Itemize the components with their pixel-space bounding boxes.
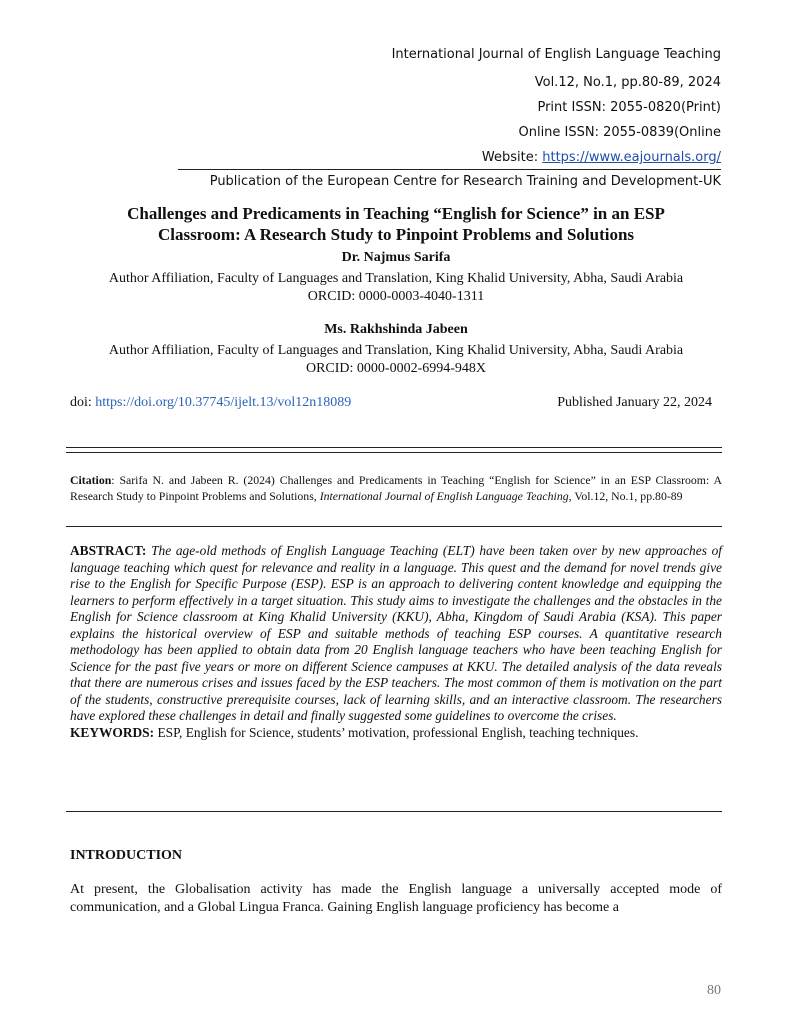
author-name: Dr. Najmus Sarifa [341,250,451,265]
print-issn: Print ISSN: 2055-0820(Print) [537,100,721,115]
published-date: Published January 22, 2024 [557,395,712,410]
author-block [60,250,732,305]
doi-label: doi: [70,395,96,410]
page-number: 80 [707,983,721,998]
doi-link[interactable]: https://doi.org/10.37745/ijelt.13/vol12n18089 [95,395,352,410]
citation-volume: , Vol.12, No.1, pp.80-89 [568,489,683,503]
author-orcid: ORCID: 0000-0003-4040-1311 [307,289,485,304]
journal-website [482,150,721,165]
citation-journal: International Journal of English Language Teaching [319,489,569,503]
separator-rule [66,447,722,448]
separator-rule [66,526,722,527]
header-rule [178,169,721,170]
abstract-body [70,543,722,725]
website-link[interactable]: https://www.eajournals.org/ [542,150,721,165]
citation-text: : Sarifa N. and Jabeen R. (2024) Challenges and Predicaments in Teaching “English for Science” in an ESP Classroom: A Research Study to Pinpoint Problems and Solutions, [70,473,722,503]
keywords-label: KEYWORDS: [70,724,155,740]
keywords [70,725,722,742]
author-block [60,322,732,377]
keywords-text: ESP, English for Science, students’ motivation, professional English, teaching techniques. [157,724,639,740]
journal-volume: Vol.12, No.1, pp.80-89, 2024 [534,75,721,90]
abstract [70,543,722,741]
author-name: Ms. Rakhshinda Jabeen [324,322,468,337]
doi-row [70,395,712,411]
separator-rule [66,811,722,812]
introduction-heading: INTRODUCTION [70,848,183,863]
citation-label: Citation [70,473,112,487]
author-orcid: ORCID: 0000-0002-6994-948X [305,361,487,376]
paper-title-line-1: Challenges and Predicaments in Teaching “English for Science” in an ESP [127,204,665,223]
author-affiliation: Author Affiliation, Faculty of Languages and Translation, King Khalid University, Abha, Saudi Arabia [108,271,684,286]
separator-rule [66,452,722,453]
website-label: Website: [481,150,543,165]
journal-name: International Journal of English Language Teaching [391,47,721,62]
citation [70,472,722,504]
introduction-text: At present, the Globalisation activity has made the English language a universally accepted mode of communication, and a Global Lingua Franca. Gaining English language proficiency has become a [70,882,722,915]
paper-title [60,203,732,245]
abstract-label: ABSTRACT: [70,543,147,558]
publisher-line: Publication of the European Centre for Research Training and Development-UK [209,174,721,189]
paper-title-line-2: Classroom: A Research Study to Pinpoint Problems and Solutions [157,225,635,244]
online-issn: Online ISSN: 2055-0839(Online [518,125,721,140]
abstract-text: The age-old methods of English Language Teaching (ELT) have been taken over by new approaches of language teaching which quest for relevance and reality in a language. This quest and the demand for novel trends give rise to the English for Specific Purpose (ESP). ESP is an approach to delivering content knowledge and equipping the learners to perform effectively in a target situation. This study aims to investigate the challenges and the obstacles in the English for Science classroom at King Khalid University (KKU), Abha, Kingdom of Saudi Arabia (KSA). This paper explains the historical overview of ESP and suitable methods of teaching ESP courses. A quantitative research methodology has been applied to obtain data from 20 English language teachers who have been teaching English for Science for the past five years or more on different Science campuses at KKU. The detailed analysis of the data reveals that there are numerous crises and issues faced by the ESP teachers. The most common of them is motivation on the part of the students, constructive prerequisite courses, lack of learning skills, and an interactive classroom. The researchers have explored these challenges in detail and finally suggested some guidelines to overcome the crises. [70,543,723,723]
author-affiliation: Author Affiliation, Faculty of Languages and Translation, King Khalid University, Abha, Saudi Arabia [108,343,684,358]
